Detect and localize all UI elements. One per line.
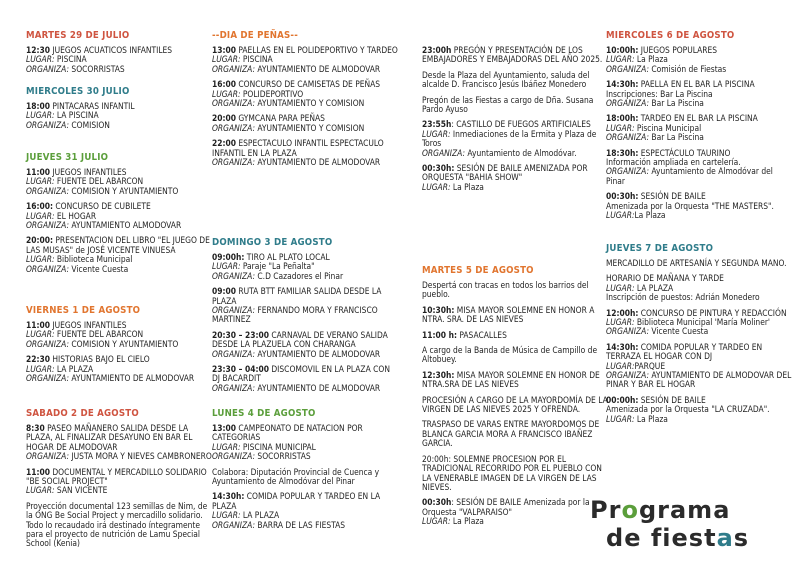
event-title: JUEGOS ACUATICOS INFANTILES — [49, 45, 173, 55]
event-detail: Amenizada por la Orquesta "LA CRUZADA". — [606, 404, 770, 415]
event-item — [212, 80, 398, 108]
event-item — [422, 331, 608, 340]
event-label: ORGANIZA: — [606, 326, 650, 337]
event-item — [26, 502, 212, 549]
logo-line-1 — [590, 496, 730, 524]
event-time: 11:00 — [26, 320, 50, 330]
programa-de-fiestas-logo — [586, 496, 782, 560]
event-title: TRASPASO DE VARAS ENTRE MAYORDOMOS DE BLANCA GARCIA MORA A FRANCISCO IBAÑEZ GARCIA. — [422, 419, 600, 449]
event-detail: AYUNTAMIENTO DE ALMODOVAR — [255, 382, 381, 393]
event-label: LUGAR: — [422, 516, 451, 527]
day-heading: MARTES 29 DE JULIO — [26, 30, 130, 41]
event-label: ORGANIZA: — [212, 157, 256, 168]
event-time: 00:30h: — [422, 163, 455, 174]
event-time: 00:00h: — [606, 394, 639, 405]
event-detail: AYUNTAMIENTO Y COMISION — [255, 98, 365, 109]
event-title: Colabora: Diputación Provincial de Cuenca y Ayuntamiento de Almodóvar del Pinar — [212, 466, 380, 487]
event-title: MISA MAYOR SOLEMNE EN HONOR DE NTRA.SRA DE LAS NIEVES — [422, 369, 600, 390]
event-detail: Información ampliada en cartelería. — [606, 157, 741, 168]
event-title: TIRO AL PLATO LOCAL — [244, 252, 330, 262]
event-detail: Inmediaciones de la Ermita y Plaza de Toros — [422, 128, 597, 149]
event-item — [212, 492, 398, 530]
event-title: PAELLAS EN EL POLIDEPORTIVO Y TARDEO — [235, 45, 398, 55]
event-time: 12:30 — [26, 45, 50, 55]
event-time: 23:30 – 04:00 — [212, 364, 269, 375]
event-title: ESPECTACULO INFANTIL ESPECTACULO INFANTIL EN LA PLAZA — [212, 138, 384, 158]
event-item — [606, 192, 792, 220]
event-label: LUGAR: — [606, 413, 635, 424]
event-item — [212, 424, 398, 462]
event-title: : CASTILLO DE FUEGOS ARTIFICIALES — [451, 119, 591, 130]
event-detail: AYUNTAMIENTO Y COMISION — [255, 122, 365, 133]
event-detail: PARQUE — [634, 360, 666, 371]
event-detail: LA PLAZA — [54, 363, 94, 374]
logo-letter: s — [688, 524, 705, 552]
event-item — [606, 80, 792, 108]
event-detail: SOCORRISTAS — [69, 63, 125, 74]
event-title: DOCUMENTAL Y MERCADILLO SOLIDARIO "BE SOCIAL PROJECT" — [26, 466, 207, 487]
event-item — [606, 396, 792, 424]
event-label: ORGANIZA: — [26, 220, 70, 231]
event-detail: AYUNTAMIENTO DE ALMODOVAR — [69, 373, 195, 384]
event-time: 23:00h — [422, 45, 452, 55]
event-detail: Ayuntamiento de Almodóvar. — [465, 147, 577, 158]
event-time: 20:00: — [26, 235, 53, 246]
event-title: MISA MAYOR SOLEMNE EN HONOR A NTRA. SRA. DE LAS NIEVES — [422, 304, 595, 325]
event-item — [212, 114, 398, 133]
event-time: 14:30h: — [212, 491, 245, 502]
logo-letter: P — [590, 496, 609, 524]
event-label: ORGANIZA: — [606, 63, 650, 74]
day-heading: MARTES 5 DE AGOSTO — [422, 265, 534, 276]
event-time: 13:00 — [212, 45, 236, 55]
event-time: 11:00 — [26, 466, 50, 477]
event-label: ORGANIZA: — [606, 370, 650, 381]
event-label: ORGANIZA: — [212, 305, 256, 316]
logo-letter: t — [704, 524, 717, 552]
event-detail: Inscripción de puestos: Adrián Monedero — [606, 292, 760, 303]
event-title: TARDEO EN EL BAR LA PISCINA — [638, 113, 758, 124]
event-label: ORGANIZA: — [606, 166, 650, 177]
event-time: 8:30 — [26, 423, 45, 433]
day-section — [212, 408, 398, 536]
event-label: LUGAR: — [26, 110, 55, 121]
event-detail: PISCINA — [240, 54, 273, 65]
event-title: A cargo de la Banda de Música de Campillo de Altobuey. — [422, 345, 598, 365]
event-item — [26, 321, 212, 349]
event-item — [26, 46, 212, 74]
event-time: 18:00h: — [606, 113, 639, 124]
day-section — [26, 408, 212, 555]
event-item — [422, 71, 608, 90]
event-item — [422, 420, 608, 448]
event-title: MERCADILLO DE ARTESANÍA Y SEGUNDA MANO. — [606, 258, 787, 268]
event-item — [26, 168, 212, 196]
event-label: LUGAR: — [26, 254, 55, 265]
event-title: COMIDA POPULAR Y TARDEO EN TERRAZA EL HOGAR CON DJ — [606, 341, 763, 362]
event-item — [606, 46, 792, 74]
event-item — [606, 343, 792, 390]
day-heading: JUEVES 31 JULIO — [26, 152, 109, 163]
event-time: 22:30 — [26, 354, 50, 365]
event-detail: SOCORRISTAS — [255, 451, 311, 462]
event-title: SESIÓN DE BAILE AMENIZADA POR ORQUESTA "BAHIA SHOW" — [422, 163, 588, 183]
event-title: SESIÓN DE BAILE — [638, 191, 706, 202]
event-label: LUGAR: — [26, 329, 55, 340]
logo-letter: e — [624, 524, 642, 552]
event-item — [26, 202, 212, 230]
event-item — [422, 455, 608, 493]
event-detail: AYUNTAMIENTO DE ALMODOVAR — [255, 63, 381, 74]
event-item — [606, 259, 792, 268]
event-detail: La Plaza — [634, 54, 668, 65]
logo-letter: a — [713, 496, 731, 524]
event-detail: SAN VICENTE — [54, 485, 108, 496]
event-detail: AYUNTAMIENTO ALMODOVAR — [69, 220, 182, 231]
event-time: 11:00 — [26, 167, 50, 177]
event-title: PAELLA EN EL BAR LA PISCINA — [638, 79, 755, 90]
logo-letter: r — [608, 496, 622, 524]
event-title: Despertá con tracas en todos los barrios del pueblo. — [422, 280, 589, 300]
event-label: LUGAR: — [212, 441, 241, 452]
event-item — [422, 96, 608, 115]
event-label: LUGAR: — [212, 510, 241, 521]
logo-letter: g — [638, 496, 658, 524]
event-item — [26, 355, 212, 383]
day-section — [212, 30, 398, 173]
event-time: 10:30h: — [422, 304, 455, 315]
event-title: ESPECTÁCULO TAURINO — [638, 147, 731, 158]
event-time: 20:00 — [212, 113, 236, 124]
event-item — [422, 120, 608, 158]
event-title: PREGÓN Y PRESENTACIÓN DE LOS EMBAJADORES Y EMBAJADORAS DEL AÑO 2025. — [422, 45, 603, 65]
logo-letter: a — [716, 524, 734, 552]
logo-letter: o — [621, 496, 639, 524]
event-detail: BARRA DE LAS FIESTAS — [255, 519, 346, 530]
event-detail: AYUNTAMIENTO DE ALMODOVAR — [255, 157, 381, 168]
day-heading: MIERCOLES 30 JULIO — [26, 86, 130, 97]
event-title: PINTACARAS INFANTIL — [49, 101, 135, 111]
event-label: LUGAR: — [606, 360, 635, 371]
day-section — [606, 243, 792, 430]
event-label: LUGAR: — [212, 88, 241, 99]
event-time: 16:00 — [212, 79, 236, 90]
event-item — [422, 281, 608, 300]
event-label: LUGAR: — [422, 181, 451, 192]
event-title: 20:00h: SOLEMNE PROCESION POR EL TRADICIONAL RECORRIDO POR EL PUEBLO CON LA VENERABLE IMAGEN DE LA VIRGEN DE LAS NIEVES. — [422, 453, 602, 492]
event-label: LUGAR: — [606, 317, 635, 328]
event-label: LUGAR: — [26, 176, 55, 187]
event-title: DISCOMOVIL EN LA PLAZA CON DJ BACARDIT — [212, 364, 390, 384]
event-detail: Paraje "La Peñalta" — [240, 261, 315, 272]
event-label: ORGANIZA: — [212, 270, 256, 281]
event-item — [606, 309, 792, 337]
event-label: LUGAR: — [26, 54, 55, 65]
event-time: 23:55h — [422, 119, 452, 130]
event-title: : SESIÓN DE BAILE Amenizada por la Orquesta "VALPARAISO" — [422, 497, 590, 517]
event-item — [26, 236, 212, 274]
event-item — [212, 331, 398, 359]
event-title: COMIDA POPULAR Y TARDEO EN LA PLAZA — [212, 491, 381, 511]
event-time: 22:00 — [212, 138, 236, 149]
event-item — [422, 46, 608, 65]
event-label: ORGANIZA: — [212, 382, 256, 393]
event-time: 18:30h: — [606, 147, 639, 158]
event-time: 20:30 – 23:00 — [212, 329, 269, 340]
event-label: LUGAR: — [422, 128, 451, 139]
event-time: 10:00h: — [606, 45, 639, 55]
event-label: ORGANIZA: — [606, 132, 650, 143]
logo-letter: e — [671, 524, 689, 552]
event-label: LUGAR: — [606, 282, 635, 293]
event-detail: LA PLAZA — [240, 510, 280, 521]
event-title: Proyección documental 123 semillas de Nim, de la ONG Be Social Project y mercadillo solidario. Todo lo recaudado irá destinado íntegramente para el proyecto de nutrición de Lamu Special School (Kenia) — [26, 500, 208, 549]
event-detail: COMISION Y AYUNTAMIENTO — [69, 185, 179, 196]
event-title: PROCESIÓN A CARGO DE LA MAYORDOMÍA DE LA VIRGEN DE LAS NIEVES 2025 Y OFRENDA. — [422, 394, 608, 415]
event-detail: Amenizada por la Orquesta "THE MASTERS". — [606, 200, 774, 211]
event-detail: FUENTE DEL ABARCON — [54, 329, 144, 340]
event-title: HISTORIAS BAJO EL CIELO — [49, 354, 150, 365]
day-heading: MIERCOLES 6 DE AGOSTO — [606, 30, 735, 41]
event-detail: EL HOGAR — [54, 210, 97, 221]
event-item — [606, 149, 792, 187]
day-heading: DOMINGO 3 DE AGOSTO — [212, 237, 333, 248]
event-item — [422, 346, 608, 365]
day-section — [212, 237, 398, 399]
event-label: ORGANIZA: — [212, 451, 256, 462]
event-label: ORGANIZA: — [26, 451, 70, 462]
event-detail: La Plaza — [450, 181, 484, 192]
event-label: LUGAR: — [606, 210, 635, 221]
event-detail: La Plaza — [634, 210, 666, 221]
event-detail: Bar La Piscina — [649, 98, 704, 109]
event-detail: COMISION — [69, 119, 110, 130]
event-detail: Vicente Cuesta — [69, 263, 129, 274]
event-detail: AYUNTAMIENTO DE ALMODOVAR — [255, 348, 381, 359]
event-item — [212, 253, 398, 281]
event-item — [212, 468, 398, 487]
event-time: 09:00h: — [212, 252, 245, 262]
event-item — [212, 46, 398, 74]
event-label: ORGANIZA: — [26, 119, 70, 130]
logo-letter — [641, 524, 650, 552]
event-item — [606, 114, 792, 142]
event-detail: La Plaza — [634, 413, 668, 424]
day-section — [606, 30, 792, 227]
event-title: Pregón de las Fiestas a cargo de Dña. Susana Pardo Ayuso — [422, 94, 594, 115]
event-time: 12:00h: — [606, 307, 639, 318]
day-section — [422, 46, 608, 198]
event-detail: Comisión de Fiestas — [649, 63, 727, 74]
logo-letter: i — [662, 524, 672, 552]
day-section — [26, 305, 212, 389]
event-item — [26, 468, 212, 496]
event-item — [606, 274, 792, 302]
event-detail: POLIDEPORTIVO — [240, 88, 304, 99]
event-time: 14:30h: — [606, 341, 639, 352]
event-time: 18:00 — [26, 101, 50, 111]
event-item — [422, 396, 608, 415]
event-label: ORGANIZA: — [212, 348, 256, 359]
event-label: LUGAR: — [26, 485, 55, 496]
logo-letter: d — [606, 524, 625, 552]
event-title: JUEGOS INFANTILES — [49, 167, 127, 177]
event-time: 13:00 — [212, 423, 236, 433]
event-label: LUGAR: — [26, 210, 55, 221]
event-label: ORGANIZA: — [212, 122, 256, 133]
event-title: JUEGOS POPULARES — [638, 45, 718, 55]
event-label: ORGANIZA: — [26, 373, 70, 384]
event-title: Desde la Plaza del Ayuntamiento, saluda del alcalde D. Francisco Jesús Ibáñez Monedero — [422, 69, 590, 90]
event-label: ORGANIZA: — [26, 338, 70, 349]
day-heading: LUNES 4 DE AGOSTO — [212, 408, 316, 419]
event-label: ORGANIZA: — [422, 147, 466, 158]
event-label: LUGAR: — [26, 363, 55, 374]
event-title: CONCURSO DE CUBILETE — [53, 201, 151, 212]
event-title: GYMCANA PARA PEÑAS — [235, 113, 325, 124]
event-title: CONCURSO DE PINTURA Y REDACCIÓN — [638, 307, 787, 318]
day-section — [422, 265, 608, 533]
event-title: CONCURSO DE CAMISETAS DE PEÑAS — [235, 79, 381, 90]
event-label: ORGANIZA: — [212, 63, 256, 74]
event-item — [26, 424, 212, 462]
event-time: 14:30h: — [606, 79, 639, 90]
event-time: 16:00: — [26, 201, 53, 212]
event-time: 11:00 h: — [422, 329, 457, 340]
event-title: PRESENTACION DEL LIBRO "EL JUEGO DE LAS MUSAS" de JOSÉ VICENTE VINUESA — [26, 235, 210, 255]
event-label: LUGAR: — [606, 122, 635, 133]
event-detail: C.D Cazadores el Pinar — [255, 270, 344, 281]
event-detail: Biblioteca Municipal — [54, 254, 133, 265]
event-item — [422, 306, 608, 325]
event-label: ORGANIZA: — [26, 185, 70, 196]
event-title: PASEO MAÑANERO SALIDA DESDE LA PLAZA, AL FINALIZAR DESAYUNO EN BAR EL HOGAR DE ALMODOVAR — [26, 423, 193, 452]
event-detail: PISCINA MUNICIPAL — [240, 441, 316, 452]
event-label: ORGANIZA: — [26, 263, 70, 274]
event-detail: Piscina Municipal — [634, 122, 702, 133]
logo-letter: f — [650, 524, 663, 552]
event-detail: Inscripciones: Bar La Piscina — [606, 88, 713, 99]
day-section — [26, 152, 212, 280]
event-item — [212, 287, 398, 325]
event-detail: Bar La Piscina — [649, 132, 704, 143]
day-section — [26, 86, 212, 136]
event-detail: FERNANDO MORA Y FRANCISCO MARTINEZ — [212, 305, 378, 325]
event-detail: JUSTA MORA Y NIEVES CAMBRONERO — [69, 451, 212, 462]
event-item — [212, 365, 398, 393]
logo-letter: m — [687, 496, 714, 524]
event-detail: PISCINA — [54, 54, 87, 65]
day-heading: VIERNES 1 DE AGOSTO — [26, 305, 141, 316]
event-detail: Vicente Cuesta — [649, 326, 709, 337]
event-item — [422, 371, 608, 390]
day-heading: JUEVES 7 DE AGOSTO — [606, 243, 714, 254]
event-detail: La Plaza — [450, 516, 484, 527]
event-title: PASACALLES — [457, 329, 507, 340]
event-title: JUEGOS INFANTILES — [49, 320, 127, 330]
event-item — [212, 139, 398, 167]
event-detail: AYUNTAMIENTO DE ALMODOVAR DEL PINAR Y BAR EL HOGAR — [606, 370, 792, 390]
event-detail: FUENTE DEL ABARCON — [54, 176, 144, 187]
event-detail: LA PLAZA — [634, 282, 674, 293]
event-time: 09:00 — [212, 286, 236, 297]
logo-letter: s — [733, 524, 750, 552]
logo-letter: a — [669, 496, 688, 524]
event-item — [422, 164, 608, 192]
event-label: LUGAR: — [212, 54, 241, 65]
event-detail: Ayuntamiento de Almodóvar del Pinar — [606, 166, 773, 186]
event-title: CARNAVAL DE VERANO SALIDA DESDE LA PLAZUELA CON CHARANGA — [212, 329, 388, 350]
event-item — [422, 498, 608, 526]
event-detail: Biblioteca Municipal 'María Moliner' — [634, 317, 770, 328]
day-heading: --DIA DE PEÑAS-- — [212, 30, 299, 41]
event-title: RUTA BTT FAMILIAR SALIDA DESDE LA PLAZA — [212, 286, 382, 306]
event-title: CAMPEONATO DE NATACION POR CATEGORIAS — [212, 423, 363, 443]
day-heading: SABADO 2 DE AGOSTO — [26, 408, 139, 419]
event-label: LUGAR: — [212, 261, 241, 272]
event-time: 00:30h: — [606, 191, 639, 202]
event-detail: COMISION Y AYUNTAMIENTO — [69, 338, 179, 349]
event-label: ORGANIZA: — [212, 519, 256, 530]
event-label: ORGANIZA: — [26, 63, 70, 74]
event-title: SESIÓN DE BAILE — [638, 394, 706, 405]
event-time: 00:30h — [422, 497, 452, 508]
event-item — [26, 102, 212, 130]
logo-line-2 — [606, 524, 749, 552]
event-label: ORGANIZA: — [212, 98, 256, 109]
day-section — [26, 30, 212, 80]
event-time: 12:30h: — [422, 369, 455, 380]
event-label: ORGANIZA: — [606, 98, 650, 109]
event-title: HORARIO DE MAÑANA Y TARDE — [606, 273, 724, 284]
logo-letter: r — [657, 496, 670, 524]
event-label: LUGAR: — [606, 54, 635, 65]
event-detail: LA PISCINA — [54, 110, 99, 121]
